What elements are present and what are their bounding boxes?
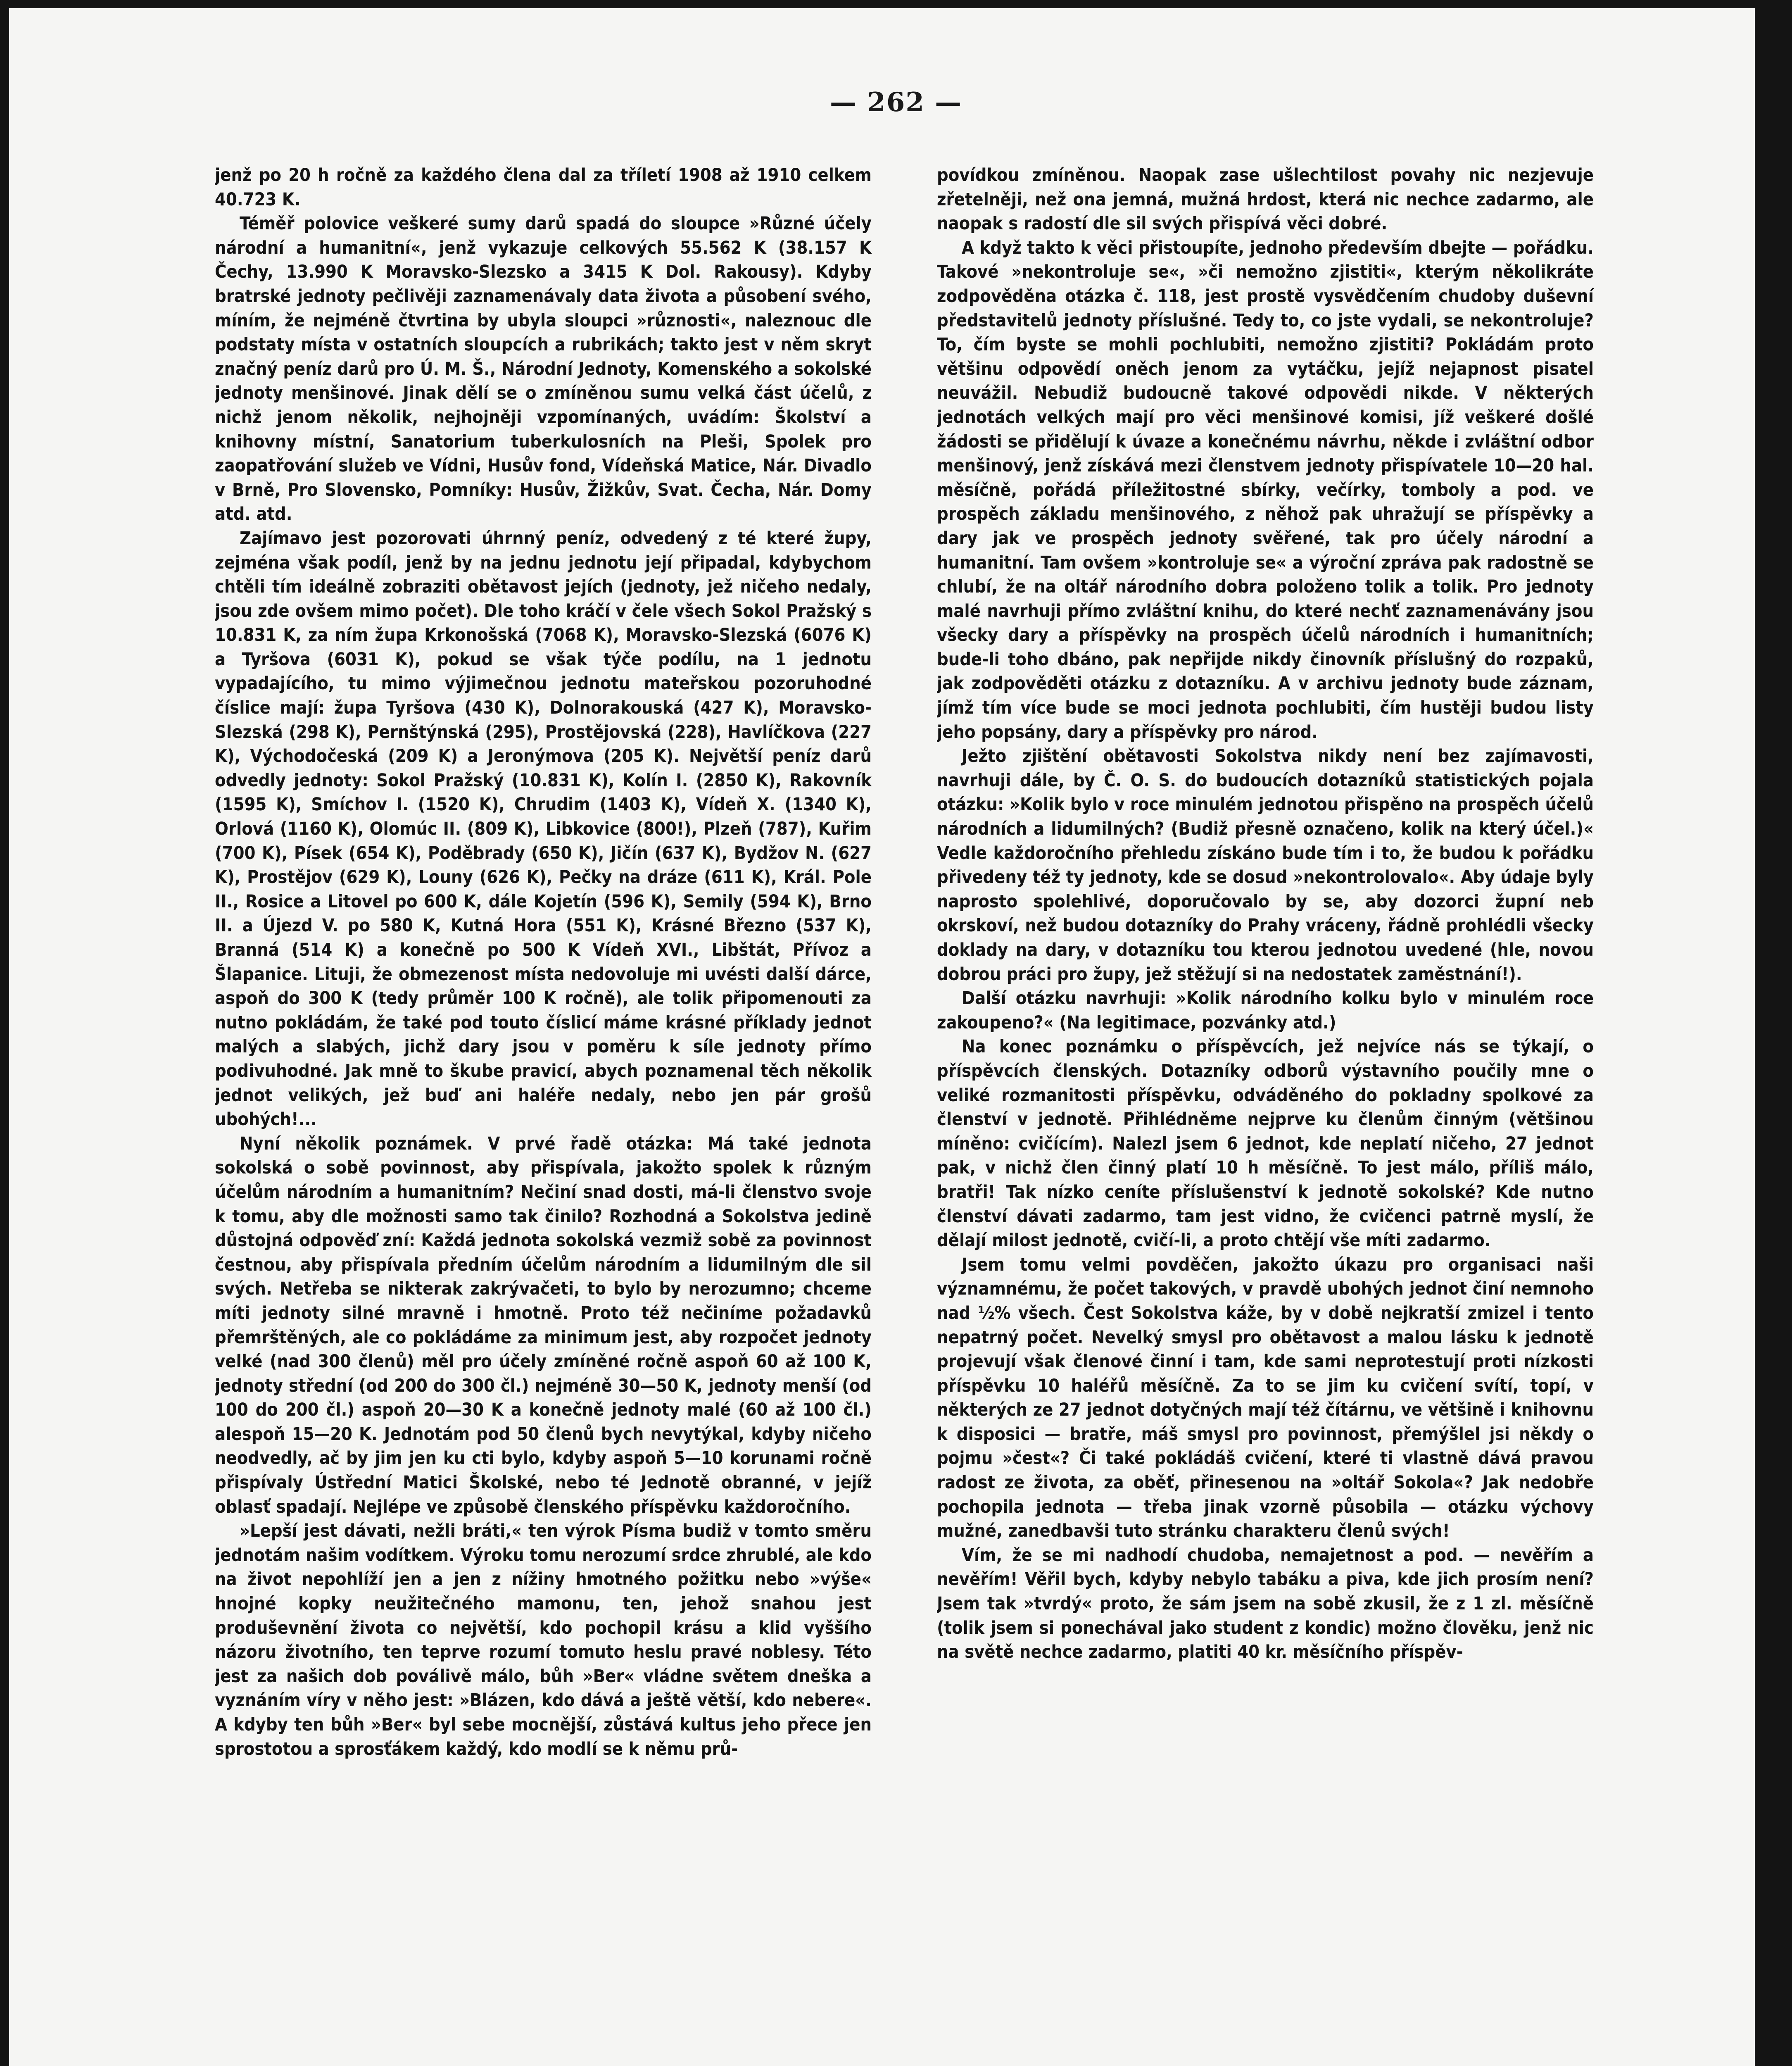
paragraph: Další otázku navrhuji: »Kolik národního kolku bylo v minulém roce zakoupeno?« (Na legitimace, pozvánky atd.) xyxy=(937,988,1594,1033)
paragraph: Jsem tomu velmi povděčen, jakožto úkazu pro organisaci naši významnému, že počet takových, v pravdě ubohých jednot činí nemnoho nad ½% všech. Čest Sokolstva káže, by v době nejkratší zmizel i tento nepatrný počet. Nevelký smysl pro obětavost a malou lásku k jednotě projevují však členové činní i tam, kde sami neprotestují proti nízkosti příspěvku 10 haléřů měsíčně. Za to se jim ku cvičení svítí, topí, v některých ze 27 jednot dotyčných mají též čítárnu, ve většině i knihovnu k disposici — bratře, máš smysl pro povinnost, přemýšlel jsi někdy o pojmu »čest«? Či také pokládáš cvičení, které ti vlastně dává pravou radost ze života, za oběť, přinesenou na »oltář Sokola«? Jak nedobře pochopila jednota — třeba jinak vzorně působila — otázku výchovy mužné, zanedbavši tuto stránku charakteru členů svých! xyxy=(937,1254,1594,1542)
paragraph: Ježto zjištění obětavosti Sokolstva nikdy není bez zajímavosti, navrhuji dále, by Č. O. S. do budoucích dotazníků statistických pojala otázku: »Kolik bylo v roce minulém jednotou přispěno na prospěch účelů národních a lidumilných? (Budiž přesně označeno, kolik na který účel.)« Vedle každoročního přehledu získáno bude tím i to, že budou k pořádku přivedeny též ty jednoty, kde se dosud »nekontrolovalo«. Aby údaje byly naprosto spolehlivé, doporučovalo by se, aby dozorci župní neb okrskoví, než budou dotazníky do Prahy vráceny, řádně prohlédli všecky doklady na dary, v dotazníku tou kterou jednotou uvedené (hle, novou dobrou práci pro župy, jež stěžují si na nedostatek zaměstnání!). xyxy=(937,746,1594,985)
paragraph: povídkou zmíněnou. Naopak zase ušlechtilost povahy nic nezjevuje zřetelněji, než ona jemná, mužná hrdost, která nic nechce zadarmo, ale naopak s radostí dle sil svých přispívá věci dobré. xyxy=(937,165,1594,234)
paragraph: Vím, že se mi nadhodí chudoba, nemajetnost a pod. — nevěřím a nevěřím! Věřil bych, kdyby nebylo tabáku a piva, kde jich prosím není? Jsem tak »tvrdý« proto, že sám jsem na sobě zkusil, že z 1 zl. měsíčně (tolik jsem si ponechával jako student z kondic) možno člověku, jenž nic na světě nechce zadarmo, platiti 40 kr. měsíčního příspěv- xyxy=(937,1545,1594,1663)
paragraph: Na konec poznámku o příspěvcích, jež nejvíce nás se týkají, o příspěvcích členských. Dotazníky odborů výstavního poučily mne o veliké rozmanitosti příspěvku, odváděného do pokladny spolkové za členství v jednotě. Přihlédněme nejprve ku členům činným (většinou míněno: cvičícím). Nalezl jsem 6 jednot, kde neplatí ničeho, 27 jednot pak, v nichž člen činný platí 10 h měsíčně. To jest málo, příliš málo, bratři! Tak nízko ceníte příslušenství k jednotě sokolské? Kde nutno členství dávati zadarmo, tam jest vidno, že cvičenci patrně myslí, že dělají milost jednotě, cvičí-li, a proto chtějí vše míti zadarmo. xyxy=(937,1036,1594,1251)
paragraph: A když takto k věci přistoupíte, jednoho především dbejte — pořádku. Takové »nekontroluje se«, »či nemožno zjistiti«, kterým několikráte zodpověděna otázka č. 118, jest prostě vysvědčením chudoby duševní představitelů jednoty příslušné. Tedy to, co jste vydali, se nekontroluje? To, čím byste se mohli pochlubiti, nemožno zjistiti? Pokládám proto většinu odpovědí oněch jenom za vytáčku, jejíž nejapnost pisatel neuvážil. Nebudiž budoucně takové odpovědi nikde. V některých jednotách velkých mají pro věci menšinové komisi, jíž veškeré došlé žádosti se přidělují k úvaze a konečnému návrhu, někde i zvláštní odbor menšinový, jenž získává mezi členstvem jednoty přispívatele 10—20 hal. měsíčně, pořádá příležitostné sbírky, večírky, tomboly a pod. ve prospěch základu menšinového, z něhož pak uhražují se příspěvky a dary jak ve prospěch jednoty svěřené, tak pro účely národní a humanitní. Tam ovšem »kontroluje se« a výroční zpráva pak radostně se chlubí, že na oltář národního dobra položeno tolik a tolik. Pro jednoty malé navrhuji přímo zvláštní knihu, do které nechť zaznamenávány jsou všecky dary a příspěvky na prospěch účelů národních i humanitních; bude-li toho dbáno, pak nepřijde nikdy činovník příslušný do rozpaků, jak zodpověděti otázku z dotazníku. A v archivu jednoty bude záznam, jímž tím více bude se moci jednota pochlubiti, čím hustěji budou listy jeho popsány, dary a příspěvky pro národ. xyxy=(937,237,1594,743)
paragraph: jenž po 20 h ročně za každého člena dal za tříletí 1908 až 1910 celkem 40.723 K. xyxy=(215,165,872,210)
paragraph: Nyní několik poznámek. V prvé řadě otázka: Má také jednota sokolská o sobě povinnost, aby přispívala, jakožto spolek k různým účelům národním a humanitním? Nečiní snad dosti, má-li členstvo svoje k tomu, aby dle možnosti samo tak činilo? Rozhodná a Sokolstva jedině důstojná odpověď zní: Každá jednota sokolská vezmiž sobě za povinnost čestnou, aby přispívala předním účelům národním a lidumilným dle sil svých. Netřeba se nikterak zakrývačeti, to bylo by nerozumno; chceme míti jednoty silné mravně i hmotně. Proto též nečiníme požadavků přemrštěných, ale co pokládáme za minimum jest, aby rozpočet jednoty velké (nad 300 členů) měl pro účely zmíněné ročně aspoň 60 až 100 K, jednoty střední (od 200 do 300 čl.) nejméně 30—50 K, jednoty menší (od 100 do 200 čl.) aspoň 20—30 K a konečně jednoty malé (60 až 100 čl.) alespoň 15—20 K. Jednotám pod 50 členů bych nevytýkal, kdyby ničeho neodvedly, ač by jim jen ku cti bylo, kdyby aspoň 5—10 korunami ročně přispívaly Ústřední Matici Školské, nebo té Jednotě obranné, v jejíž oblasť spadají. Nejlépe ve způsobě členského příspěvku každoročního. xyxy=(215,1133,872,1517)
left-column xyxy=(215,163,872,2066)
paragraph: Zajímavo jest pozorovati úhrnný peníz, odvedený z té které župy, zejména však podíl, jenž by na jednu jednotu její připadal, kdybychom chtěli tím ideálně zobraziti obětavost jejích (jednoty, jež ničeho nedaly, jsou zde ovšem mimo počet). Dle toho kráčí v čele všech Sokol Pražský s 10.831 K, za ním župa Krkonošská (7068 K), Moravsko-Slezská (6076 K) a Tyršova (6031 K), pokud se však týče podílu, na 1 jednotu vypadajícího, tu mimo výjimečnou jednotu mateřskou pozoruhodné číslice mají: župa Tyršova (430 K), Dolnorakouská (427 K), Moravsko-Slezská (298 K), Pernštýnská (295), Prostějovská (228), Havlíčkova (227 K), Východočeská (209 K) a Jeronýmova (205 K). Největší peníz darů odvedly jednoty: Sokol Pražský (10.831 K), Kolín I. (2850 K), Rakovník (1595 K), Smíchov I. (1520 K), Chrudim (1403 K), Vídeň X. (1340 K), Orlová (1160 K), Olomúc II. (809 K), Libkovice (800!), Plzeň (787), Kuřim (700 K), Písek (654 K), Poděbrady (650 K), Jičín (637 K), Bydžov N. (627 K), Prostějov (629 K), Louny (626 K), Pečky na dráze (611 K), Král. Pole II., Rosice a Litovel po 600 K, dále Kojetín (596 K), Semily (594 K), Brno II. a Újezd V. po 580 K, Kutná Hora (551 K), Krásné Březno (537 K), Branná (514 K) a konečně po 500 K Vídeň XVI., Libštát, Přívoz a Šlapanice. Lituji, že obmezenost místa nedovoluje mi uvésti další dárce, aspoň do 300 K (tedy průměr 100 K ročně), ale tolik připomenouti za nutno pokládám, že také pod touto číslicí máme krásné příklady jednot malých a slabých, jichž dary jsou v poměru k síle jednoty přímo podivuhodné. Jak mně to škube pravicí, abych poznamenal těch několik jednot velikých, jež buď ani haléře nedaly, nebo jen pár grošů ubohých!... xyxy=(215,528,872,1130)
right-column xyxy=(937,163,1594,2066)
page-number: — 262 — xyxy=(829,87,963,118)
paragraph: »Lepší jest dávati, nežli bráti,« ten výrok Písma budiž v tomto směru jednotám našim vodítkem. Výroku tomu nerozumí srdce zhrublé, ale kdo na život nepohlíží jen a jen z nížiny hmotného požitku nebo »výše« hnojné kopky neužitečného mamonu, ten, jehož snahou jest produševnění života co největší, kdo pochopil krásu a klid vyššího názoru životního, ten teprve rozumí tomuto heslu pravé noblesy. Této jest za našich dob poválivě málo, bůh »Ber« vládne světem dneška a vyznáním víry v něho jest: »Blázen, kdo dává a ještě větší, kdo nebere«. A kdyby ten bůh »Ber« byl sebe mocnější, zůstává kultus jeho přece jen sprostotou a sprosťákem každý, kdo modlí se k němu prů- xyxy=(215,1521,872,1759)
paragraph: Téměř polovice veškeré sumy darů spadá do sloupce »Různé účely národní a humanitní«, jenž vykazuje celkových 55.562 K (38.157 K Čechy, 13.990 K Moravsko-Slezsko a 3415 K Dol. Rakousy). Kdyby bratrské jednoty pečlivěji zaznamenávaly data života a působení svého, míním, že nejméně čtvrtina by ubyla sloupci »různosti«, naleznouc dle podstaty místa v ostatních sloupcích a rubrikách; takto jest v něm skryt značný peníz darů pro Ú. M. Š., Národní Jednoty, Komenského a sokolské jednoty menšinové. Jinak dělí se o zmíněnou sumu velká část účelů, z nichž jenom několik, nejhojněji vzpomínaných, uvádím: Školství a knihovny místní, Sanatorium tuberkulosních na Pleši, Spolek pro zaopatřování služeb ve Vídni, Husův fond, Vídeňská Matice, Nár. Divadlo v Brně, Pro Slovensko, Pomníky: Husův, Žižkův, Svat. Čecha, Nár. Domy atd. atd. xyxy=(215,213,872,525)
